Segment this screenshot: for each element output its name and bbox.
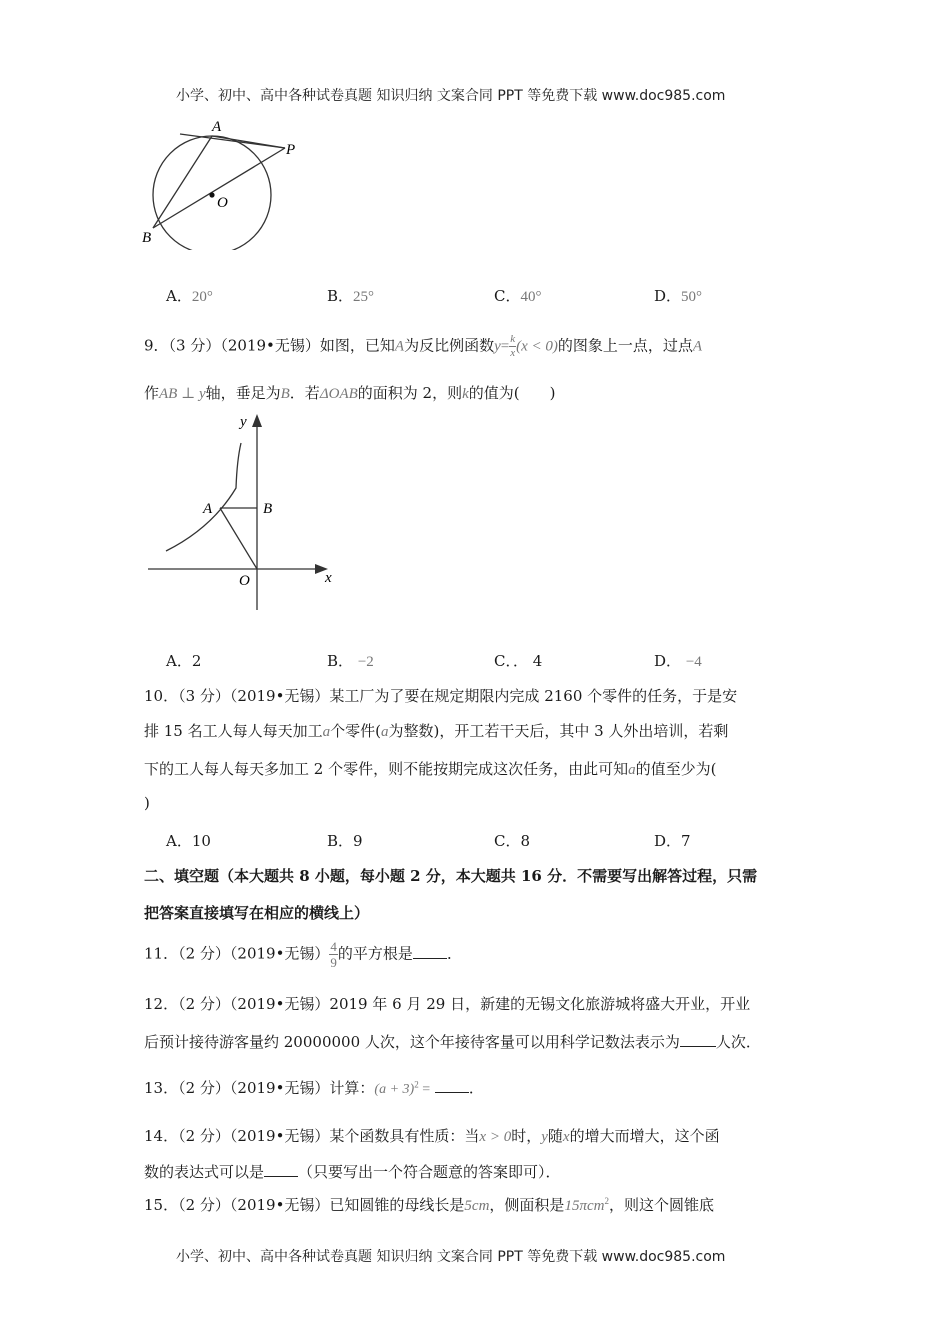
fig8-label-B: B (142, 230, 152, 246)
section2-title-line2: 把答案直接填写在相应的横线上） (144, 904, 370, 922)
q10-line3: 下的工人每人每天多加工 2 个零件，则不能按期完成这次任务，由此可知a的值至少为( (144, 760, 717, 778)
q9-option-d: D． −4 (654, 652, 702, 670)
q11-answer-blank[interactable] (413, 944, 447, 959)
fig9-label-O: O (239, 573, 250, 589)
q9-option-a: A．2 (166, 652, 202, 670)
fig9-label-B: B (263, 501, 273, 517)
fig8-label-A: A (212, 119, 222, 135)
q10-line2: 排 15 名工人每人每天加工a个零件(a为整数)，开工若干天后，其中 3 人外出培训，若剩 (144, 722, 729, 740)
q8-option-d: D．50° (654, 287, 703, 305)
q10-option-b: B．9 (327, 832, 363, 850)
circle-tangent-figure (135, 115, 310, 250)
section2-title-line1: 二、填空题（本大题共 8 小题，每小题 2 分，本大题共 16 分．不需要写出解答过程，只需 (144, 867, 758, 885)
q8-option-c: C．40° (494, 287, 542, 305)
q10-option-d: D．7 (654, 832, 691, 850)
q10-option-c: C．8 (494, 832, 531, 850)
q8-option-b: B．25° (327, 287, 375, 305)
q12-line1: 12．（2 分）（2019•无锡）2019 年 6 月 29 日，新建的无锡文化旅游城将盛大开业，开业 (144, 995, 751, 1013)
q9-line1: 9．（3 分）（2019•无锡）如图，已知A为反比例函数y= $\frac{k}{x}$ (x < 0)的图象上一点，过点A (144, 333, 703, 359)
q15-line: 15．（2 分）（2019•无锡）已知圆锥的母线长是5cm，侧面积是15πcm$^2$，则这个圆锥底 (144, 1196, 714, 1214)
q14-answer-blank[interactable] (264, 1162, 298, 1177)
q11-fraction: $\frac{4}{9}$ (330, 939, 337, 970)
fig8-label-P: P (286, 142, 296, 158)
page-footer: 小学、初中、高中各种试卷真题 知识归纳 文案合同 PPT 等免费下载 www.doc985.com (176, 1249, 726, 1265)
q11-line: 11．（2 分）（2019•无锡） $\frac{4}{9}$ 的平方根是 ． (144, 939, 462, 970)
fig8-label-O: O (217, 195, 228, 211)
fig9-label-x: x (325, 570, 332, 586)
q12-line2: 后预计接待游客量约 20000000 人次，这个年接待客量可以用科学记数法表示为 人次． (144, 1033, 761, 1051)
q9-fraction: $\frac{k}{x}$ (510, 333, 516, 359)
q9-option-c: C．． 4 (494, 652, 543, 670)
fig9-label-A: A (203, 501, 213, 517)
q13-line: 13．（2 分）（2019•无锡）计算：$(a + 3)^2$ = ． (144, 1079, 484, 1097)
q14-line2: 数的表达式可以是 （只要写出一个符合题意的答案即可）． (144, 1163, 561, 1181)
q10-option-a: A．10 (166, 832, 211, 850)
q8-option-a: A．20° (166, 287, 213, 305)
q14-line1: 14．（2 分）（2019•无锡）某个函数具有性质：当x > 0时，y随x的增大而增大，这个函 (144, 1127, 720, 1145)
fig9-label-y: y (240, 414, 247, 430)
q12-answer-blank[interactable] (680, 1032, 716, 1047)
q10-line4: ) (144, 794, 150, 812)
q10-line1: 10．（3 分）（2019•无锡）某工厂为了要在规定期限内完成 2160 个零件的任务，于是安 (144, 687, 738, 705)
q13-answer-blank[interactable] (435, 1078, 469, 1093)
page-header: 小学、初中、高中各种试卷真题 知识归纳 文案合同 PPT 等免费下载 www.doc985.com (176, 88, 726, 104)
q9-line2: 作AB ⊥ y轴，垂足为B．若ΔOAB的面积为 2，则k的值为( ) (144, 384, 556, 402)
q9-option-b: B． −2 (327, 652, 374, 670)
inverse-function-figure (140, 410, 345, 620)
